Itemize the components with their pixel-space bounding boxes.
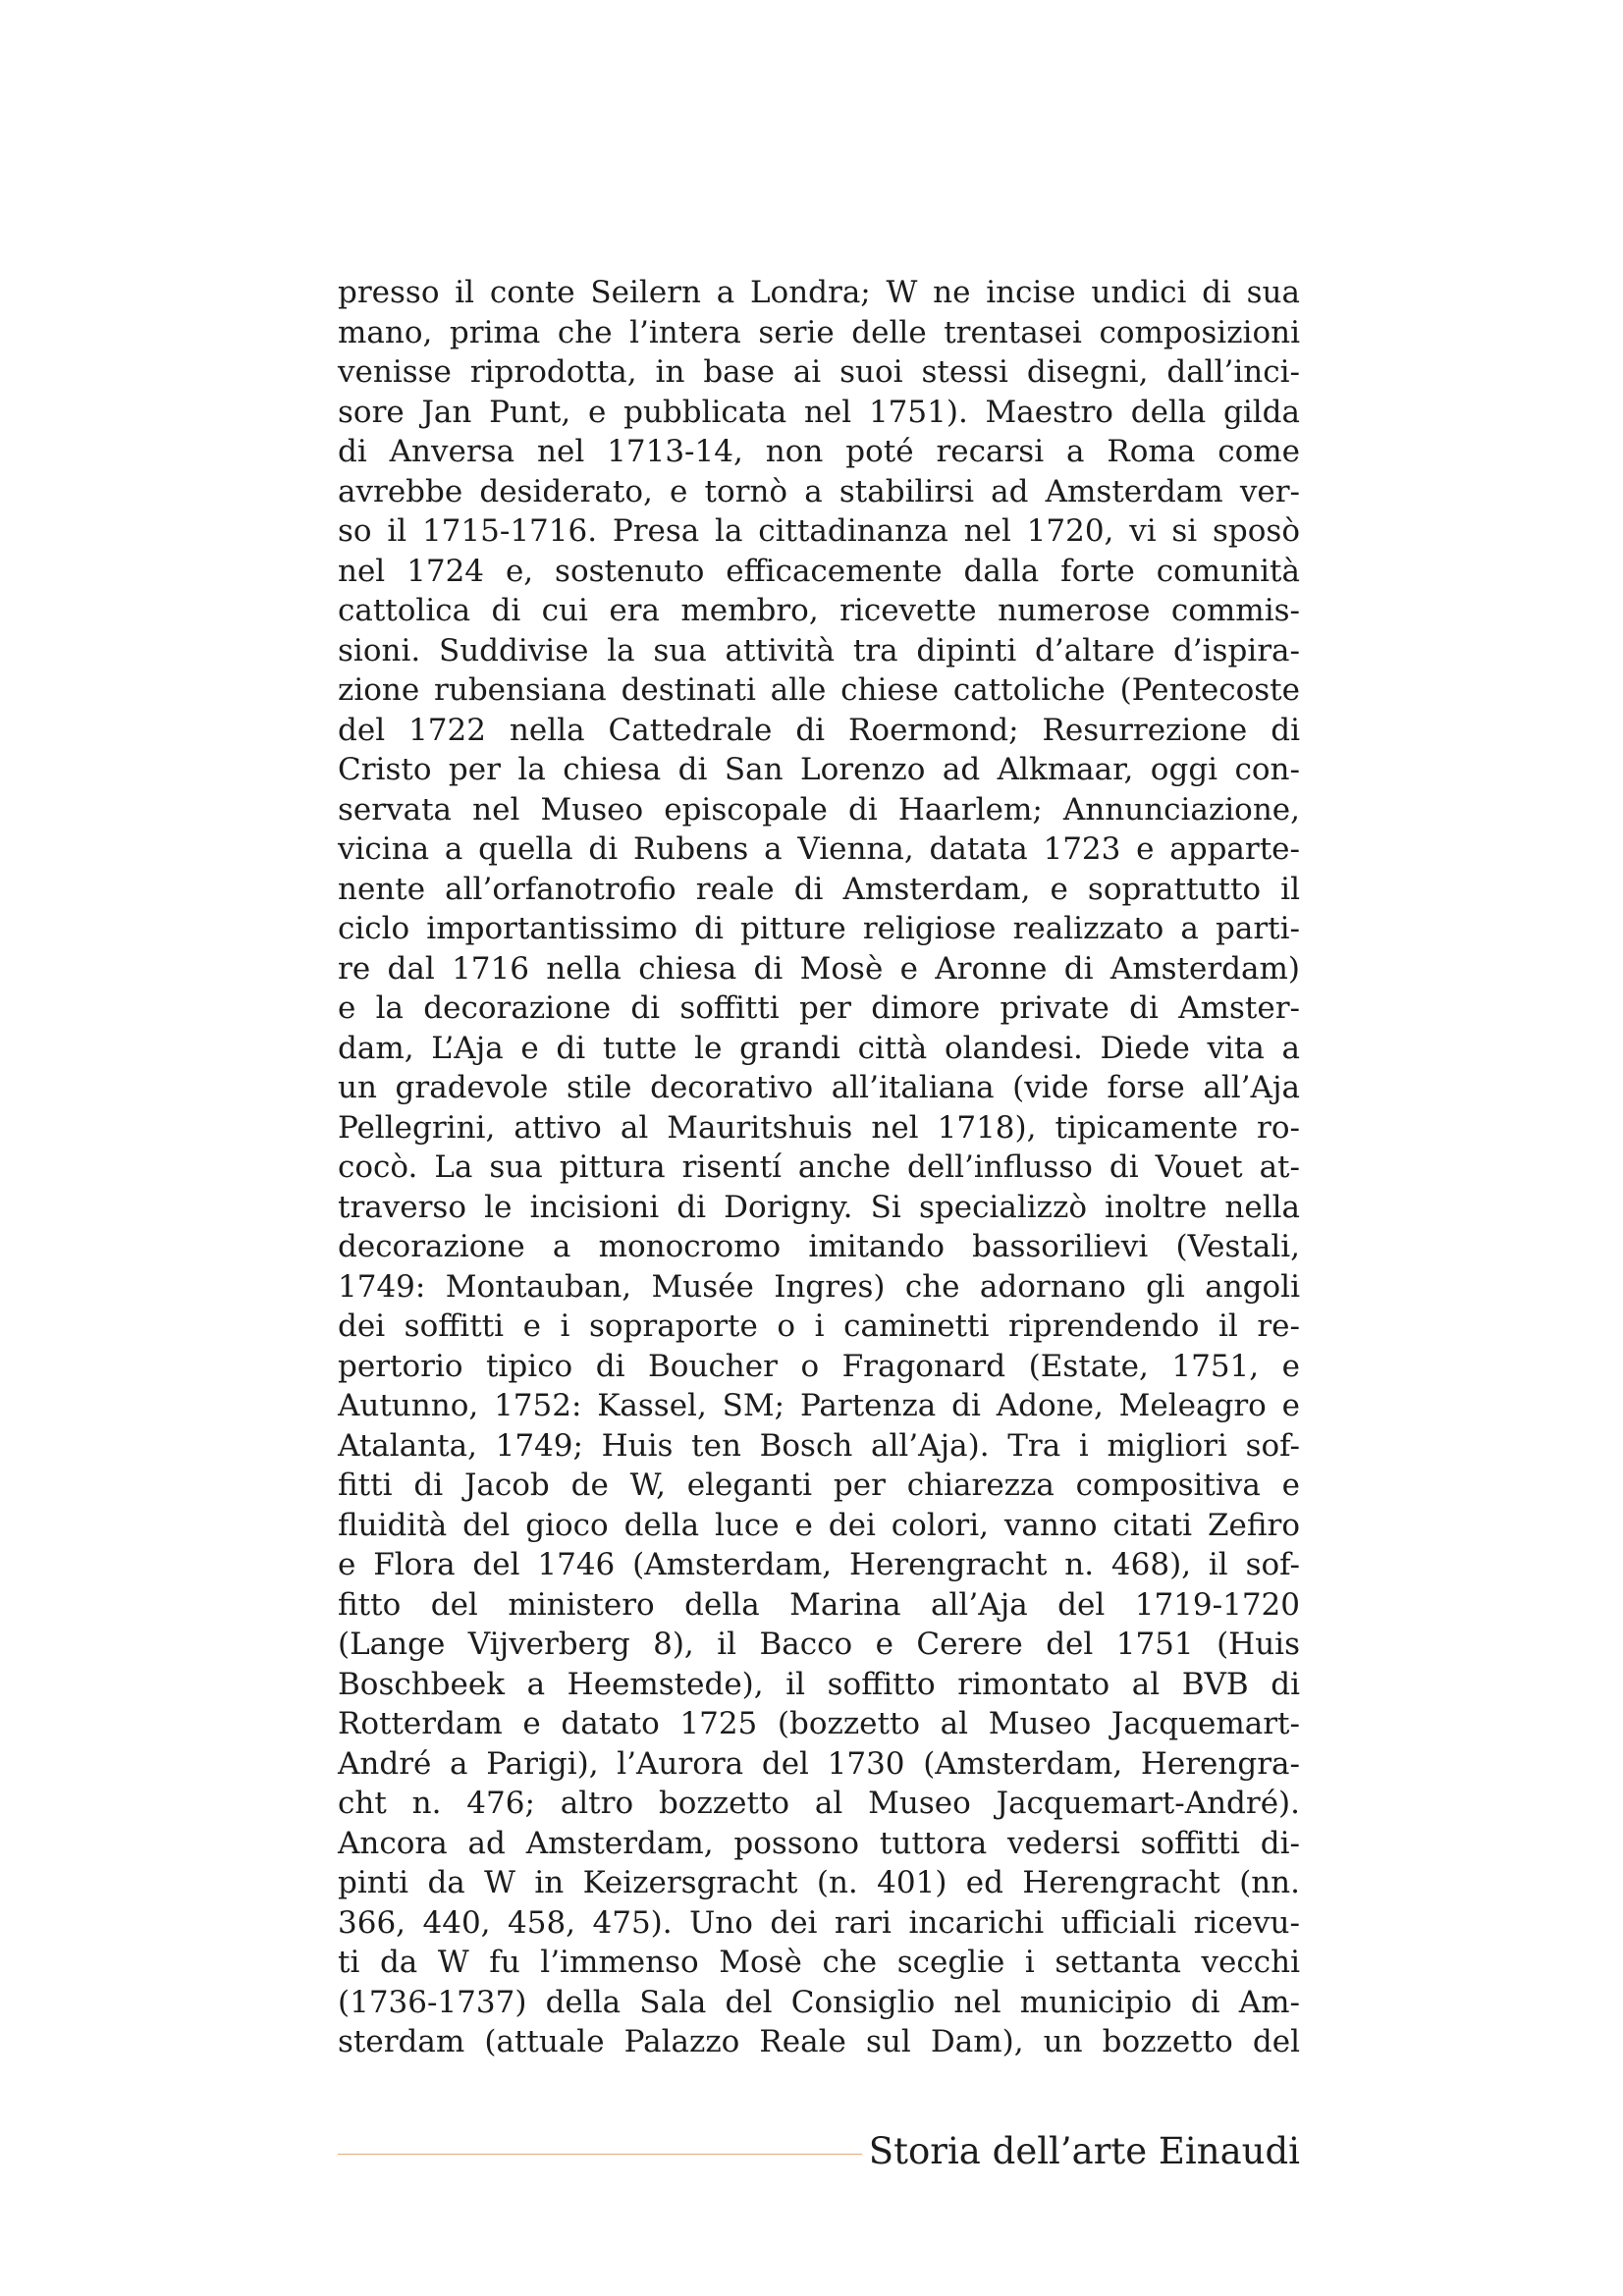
text-line: fitto del ministero della Marina all’Aja del 1719-1720 bbox=[338, 1586, 1300, 1623]
text-line: sterdam (attuale Palazzo Reale sul Dam), un bozzetto del bbox=[338, 2024, 1300, 2059]
text-line: pertorio tipico di Boucher o Fragonard (Estate, 1751, e bbox=[338, 1348, 1300, 1384]
text-line: (Lange Vijverberg 8), il Bacco e Cerere del 1751 (Huis bbox=[338, 1627, 1300, 1662]
text-line: cht n. 476; altro bozzetto al Museo Jacquemart-André). bbox=[338, 1786, 1300, 1821]
text-line: so il 1715-1716. Presa la cittadinanza nel 1720, vi si sposò bbox=[338, 513, 1300, 549]
text-line: dam, L’Aja e di tutte le grandi città olandesi. Diede vita a bbox=[338, 1030, 1300, 1066]
text-line: traverso le incisioni di Dorigny. Si specializzò inoltre nella bbox=[338, 1189, 1300, 1225]
text-line: zione rubensiana destinati alle chiese cattoliche (Pentecoste bbox=[338, 672, 1300, 708]
text-line: Boschbeek a Heemstede), il soffitto rimontato al BVB di bbox=[338, 1666, 1300, 1702]
text-line: sore Jan Punt, e pubblicata nel 1751). Maestro della gilda bbox=[338, 394, 1300, 430]
text-line: 1749: Montauban, Musée Ingres) che adornano gli angoli bbox=[338, 1268, 1300, 1305]
text-line: nel 1724 e, sostenuto efficacemente dalla forte comunità bbox=[338, 553, 1300, 589]
body-text bbox=[338, 273, 1300, 2062]
text-line: (1736-1737) della Sala del Consiglio nel municipio di Am- bbox=[338, 1984, 1300, 2020]
text-line: cattolica di cui era membro, ricevette numerose commis- bbox=[338, 593, 1300, 628]
text-line: servata nel Museo episcopale di Haarlem; Annunciazione, bbox=[338, 791, 1300, 828]
text-line: dei soffitti e i sopraporte o i caminetti riprendendo il re- bbox=[338, 1308, 1300, 1344]
text-line: avrebbe desiderato, e tornò a stabilirsi ad Amsterdam ver- bbox=[338, 473, 1300, 509]
text-line: Pellegrini, attivo al Mauritshuis nel 1718), tipicamente ro- bbox=[338, 1109, 1300, 1146]
text-line: Autunno, 1752: Kassel, SM; Partenza di Adone, Meleagro e bbox=[338, 1388, 1300, 1423]
text-line: presso il conte Seilern a Londra; W ne incise undici di sua bbox=[338, 275, 1300, 310]
running-footer-title: Storia dell’arte Einaudi bbox=[868, 2130, 1300, 2172]
text-line: venisse riprodotta, in base ai suoi stessi disegni, dall’inci- bbox=[338, 354, 1300, 390]
footer-divider bbox=[338, 2154, 862, 2155]
text-line: cocò. La sua pittura risentí anche dell’influsso di Vouet at- bbox=[338, 1149, 1300, 1185]
text-line: e la decorazione di soffitti per dimore private di Amster- bbox=[338, 990, 1300, 1026]
text-line: ciclo importantissimo di pitture religiose realizzato a parti- bbox=[338, 911, 1300, 946]
text-line: re dal 1716 nella chiesa di Mosè e Aronne di Amsterdam) bbox=[338, 950, 1300, 987]
text-line: Rotterdam e datato 1725 (bozzetto al Museo Jacquemart- bbox=[338, 1706, 1300, 1741]
text-line: fluidità del gioco della luce e dei colori, vanno citati Zefiro bbox=[338, 1507, 1300, 1543]
text-line: sioni. Suddivise la sua attività tra dipinti d’altare d’ispira- bbox=[338, 632, 1300, 668]
text-line: un gradevole stile decorativo all’italiana (vide forse all’Aja bbox=[338, 1070, 1300, 1105]
text-line: mano, prima che l’intera serie delle trentasei composizioni bbox=[338, 314, 1300, 350]
text-line: André a Parigi), l’Aurora del 1730 (Amsterdam, Herengra- bbox=[338, 1745, 1300, 1782]
text-line: e Flora del 1746 (Amsterdam, Herengracht n. 468), il sof- bbox=[338, 1547, 1300, 1582]
text-line: Atalanta, 1749; Huis ten Bosch all’Aja). Tra i migliori sof- bbox=[338, 1427, 1300, 1464]
text-line: nente all’orfanotrofio reale di Amsterdam, e soprattutto il bbox=[338, 871, 1300, 907]
text-line: ti da W fu l’immenso Mosè che sceglie i settanta vecchi bbox=[338, 1945, 1300, 1980]
text-line: del 1722 nella Cattedrale di Roermond; Resurrezione di bbox=[338, 712, 1300, 748]
text-line: decorazione a monocromo imitando bassorilievi (Vestali, bbox=[338, 1229, 1300, 1264]
text-line: pinti da W in Keizersgracht (n. 401) ed Herengracht (nn. bbox=[338, 1865, 1300, 1900]
text-line: Cristo per la chiesa di San Lorenzo ad Alkmaar, oggi con- bbox=[338, 752, 1300, 787]
text-line: di Anversa nel 1713-14, non poté recarsi a Roma come bbox=[338, 434, 1300, 469]
text-line: vicina a quella di Rubens a Vienna, datata 1723 e apparte- bbox=[338, 831, 1300, 867]
text-line: 366, 440, 458, 475). Uno dei rari incarichi ufficiali ricevu- bbox=[338, 1904, 1300, 1941]
text-line: fitti di Jacob de W, eleganti per chiarezza compositiva e bbox=[338, 1468, 1300, 1503]
text-line: Ancora ad Amsterdam, possono tuttora vedersi soffitti di- bbox=[338, 1825, 1300, 1861]
